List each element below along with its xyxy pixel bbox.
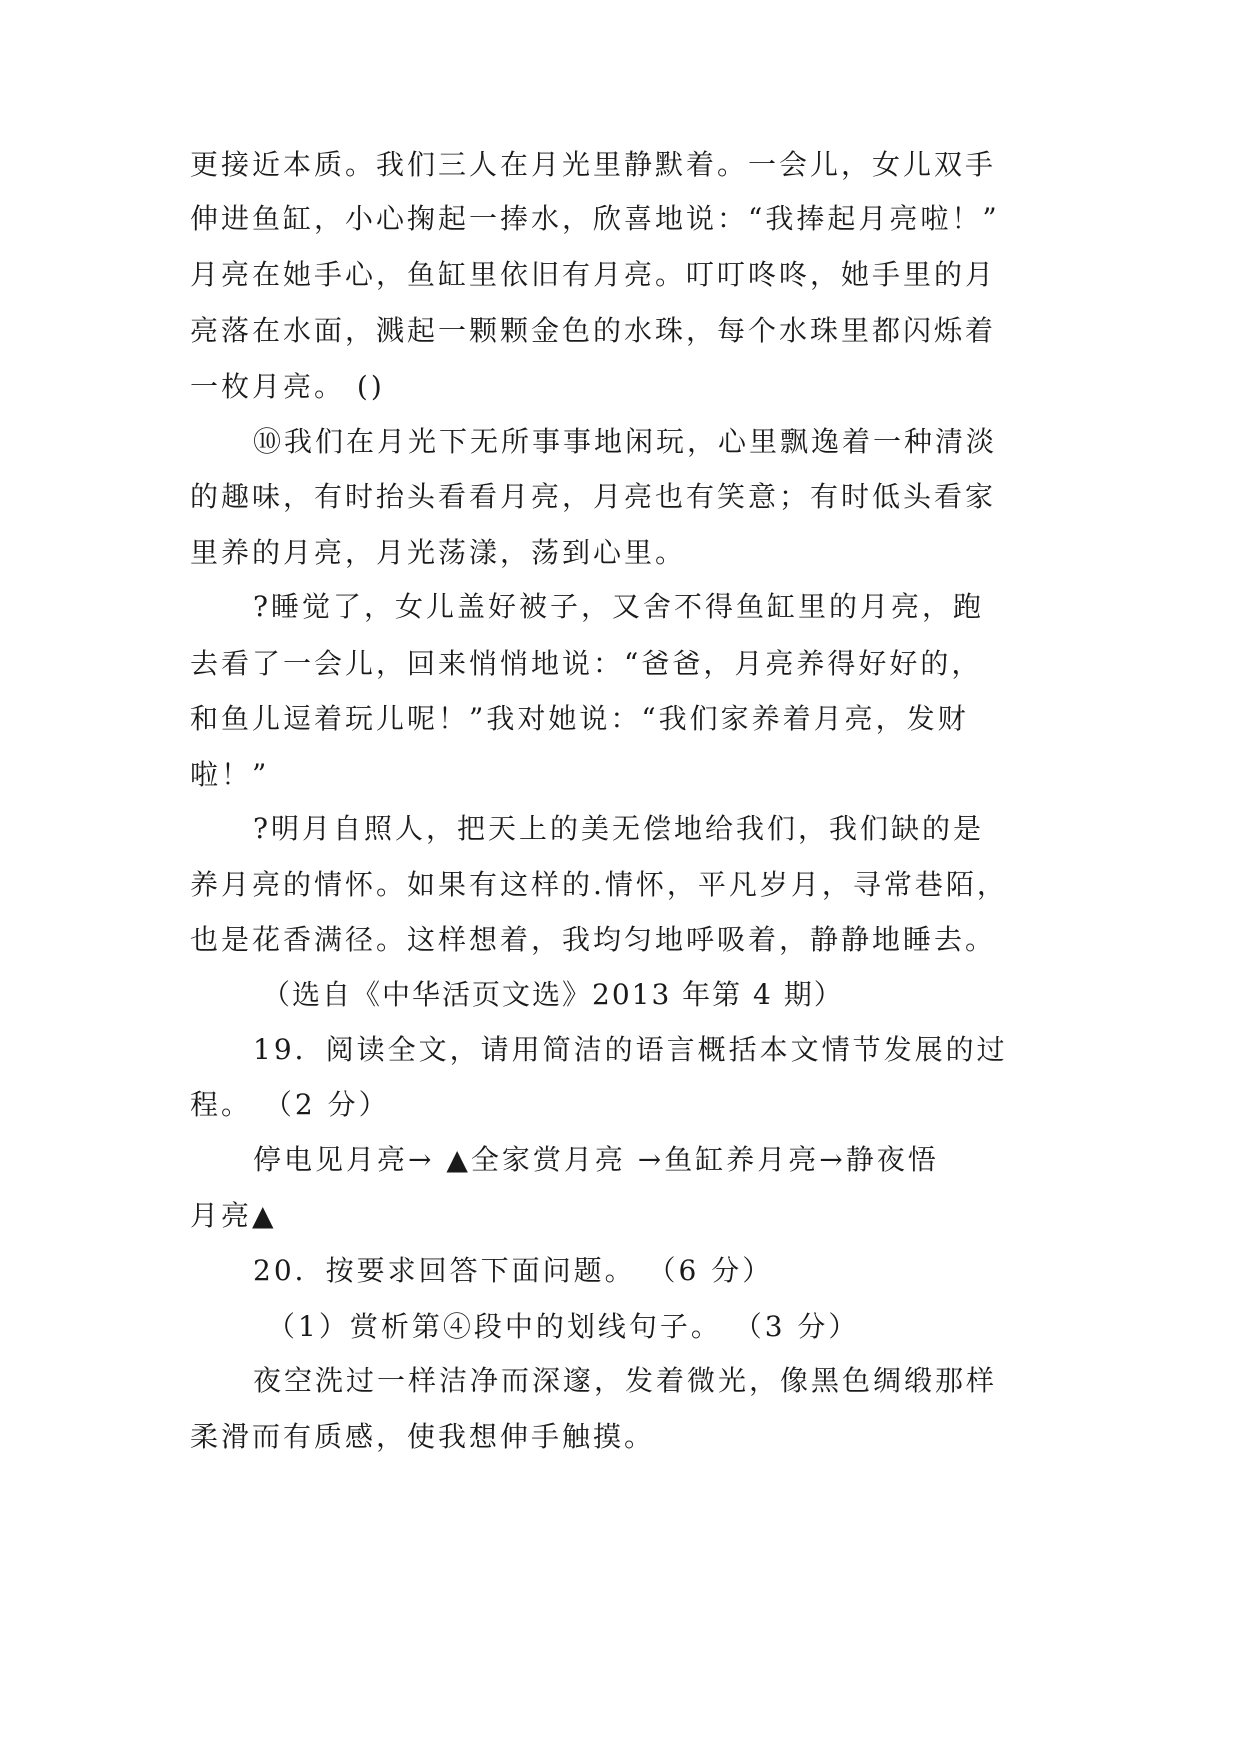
quoted-sentence: 夜空洗过一样洁净而深邃，发着微光，像黑色绸缎那样 xyxy=(253,1364,998,1397)
question-19: 19．阅读全文，请用简洁的语言概括本文情节发展的过 xyxy=(253,1033,1008,1066)
text-line: 的趣味，有时抬头看看月亮，月亮也有笑意；有时低头看家 xyxy=(190,480,997,513)
question-20: 20．按要求回答下面问题。 （6 分） xyxy=(253,1254,774,1287)
text-line: 一枚月亮。 () xyxy=(190,370,385,403)
paragraph-12-first-line: ?明月自照人，把天上的美无偿地给我们，我们缺的是 xyxy=(253,812,985,845)
text-line: 伸进鱼缸，小心掬起一捧水，欣喜地说：“我捧起月亮啦！” xyxy=(190,202,1000,235)
text-line: 也是花香满径。这样想着，我均匀地呼吸着，静静地睡去。 xyxy=(190,923,997,956)
text-line: 里养的月亮，月光荡漾，荡到心里。 xyxy=(190,536,687,569)
question-19-points: 程。 （2 分） xyxy=(190,1088,390,1121)
text-line: 啦！” xyxy=(190,758,270,791)
text-line: 去看了一会儿，回来悄悄地说：“爸爸，月亮养得好好的， xyxy=(190,647,983,680)
source-citation: （选自《中华活页文选》2013 年第 4 期） xyxy=(262,978,844,1011)
question-20-part-1: （1）赏析第④段中的划线句子。 （3 分） xyxy=(267,1310,860,1343)
text-line: 月亮在她手心，鱼缸里依旧有月亮。叮叮咚咚，她手里的月 xyxy=(190,258,997,291)
paragraph-10-first-line: ⑩我们在月光下无所事事地闲玩，心里飘逸着一种清淡 xyxy=(253,425,998,458)
quoted-sentence-end: 柔滑而有质感，使我想伸手触摸。 xyxy=(190,1420,656,1453)
paragraph-11-first-line: ?睡觉了，女儿盖好被子，又舍不得鱼缸里的月亮，跑 xyxy=(253,590,985,623)
text-line: 和鱼儿逗着玩儿呢！”我对她说：“我们家养着月亮，发财 xyxy=(190,702,969,735)
text-line: 更接近本质。我们三人在月光里静默着。一会儿，女儿双手 xyxy=(190,148,997,181)
answer-19-end: 月亮▲ xyxy=(190,1199,277,1232)
text-line: 养月亮的情怀。如果有这样的.情怀，平凡岁月，寻常巷陌， xyxy=(190,868,1008,901)
text-line: 亮落在水面，溅起一颗颗金色的水珠，每个水珠里都闪烁着 xyxy=(190,314,997,347)
answer-19: 停电见月亮→ ▲全家赏月亮 →鱼缸养月亮→静夜悟 xyxy=(253,1143,939,1176)
